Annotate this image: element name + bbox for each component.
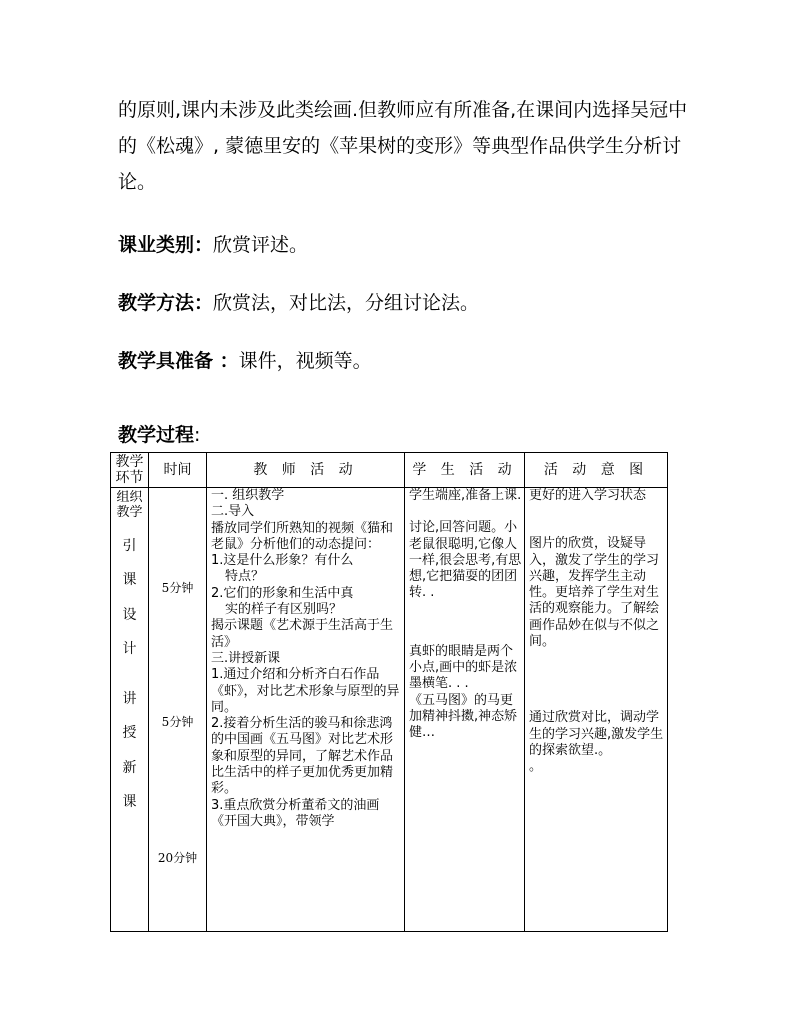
- header-intent: 活 动 意 图: [525, 453, 668, 488]
- table-body-row: [111, 488, 668, 932]
- intent-line: 图片的欣赏，设疑导入，激发了学生的学习兴趣，发挥学生主动性。更培养了学生对生活的观察能力。了解绘画作品妙在似与不似之间。: [529, 536, 660, 650]
- process-line: [118, 420, 200, 447]
- segment-cell: [111, 488, 149, 932]
- teacher-line: 1.通过介绍和分析齐白石作品《虾》，对比艺术形象与原型的异同。: [211, 667, 400, 715]
- tools-value: 课件，视频等。: [238, 350, 372, 372]
- header-time: 时间: [149, 453, 207, 488]
- student-line: 真虾的眼睛是两个小点,画中的虾是浓墨横笔. . .: [409, 643, 518, 692]
- teacher-line: 三.讲授新课: [211, 650, 281, 666]
- activity-intent-cell: [525, 488, 668, 932]
- header-student: 学 生 活 动: [405, 453, 525, 488]
- teacher-activity-cell: [207, 488, 405, 932]
- category-label: 课业类别：: [118, 234, 214, 256]
- segment-char: 新: [122, 759, 137, 776]
- teacher-line: 一. 组织教学: [211, 488, 285, 503]
- teacher-line: 揭示课题《艺术源于生活高于生活》: [211, 618, 394, 650]
- intent-line: 通过欣赏对比，调动学生的学习兴趣,激发学生的探索欲望.。: [529, 710, 664, 758]
- teacher-line: 3.重点欣赏分析董希文的油画《开国大典》，带领学: [211, 797, 380, 829]
- header-segment: 教学环节: [111, 453, 149, 488]
- segment-organize: 组织教学: [116, 490, 143, 520]
- intent-line: 。: [529, 759, 543, 775]
- time-cell: [149, 488, 207, 932]
- segment-char: 设: [122, 606, 137, 623]
- process-label: 教学过程: [118, 424, 195, 446]
- teacher-line: 实的样子有区别吗？: [225, 602, 343, 618]
- method-value: 欣赏法，对比法，分组讨论法。: [213, 292, 480, 314]
- time-label: 5分钟: [161, 715, 194, 729]
- teacher-line: 2.它们的形象和生活中真: [211, 585, 354, 601]
- teacher-line: 特点？: [225, 569, 265, 585]
- category-line: [118, 230, 308, 257]
- teacher-line: 播放同学们所熟知的视频《猫和老鼠》分析他们的动态提问：: [211, 520, 394, 552]
- student-activity-cell: [405, 488, 525, 932]
- segment-char: 课: [122, 794, 137, 811]
- segment-char: 讲: [122, 691, 137, 708]
- method-label: 教学方法：: [118, 292, 214, 314]
- process-colon: :: [194, 424, 201, 446]
- table-header-row: [111, 453, 668, 488]
- header-teacher: 教 师 活 动: [207, 453, 405, 488]
- student-line: 讨论,回答问题。小老鼠很聪明,它像人一样,很会思考,有思想,它把猫耍的团团转. .: [409, 520, 522, 601]
- teacher-line: 1.这是什么形象？有什么: [211, 553, 354, 569]
- time-label: 5分钟: [161, 581, 194, 595]
- category-value: 欣赏评述。: [213, 234, 309, 256]
- method-line: [118, 288, 479, 315]
- segment-char: 课: [122, 572, 137, 589]
- segment-char: 引: [122, 538, 137, 554]
- segment-char: 计: [122, 640, 137, 657]
- intent-line: 更好的进入学习状态: [529, 488, 647, 503]
- teacher-line: 二.导入: [211, 504, 255, 520]
- teacher-line: 2.接着分析生活的骏马和徐悲鸿的中国画《五马图》对比艺术形象和原型的异同，了解艺术作品比生活中的样子更加优秀更加精彩。: [211, 716, 394, 797]
- lesson-process-table: [110, 452, 668, 932]
- segment-char: 授: [122, 725, 137, 742]
- tools-label: 教学具准备 ：: [118, 350, 239, 372]
- intro-paragraph: 的原则,课内未涉及此类绘画.但教师应有所准备,在课间内选择吴冠中的《松魂》, 蒙德里安的《苹果树的变形》等典型作品供学生分析讨论。: [118, 99, 688, 193]
- tools-line: [118, 346, 372, 373]
- student-line: 学生端座,准备上课.: [409, 488, 522, 503]
- time-label: 20分钟: [157, 851, 198, 865]
- student-line: 《五马图》的马更加精神抖擞,神态矫健…: [409, 692, 518, 741]
